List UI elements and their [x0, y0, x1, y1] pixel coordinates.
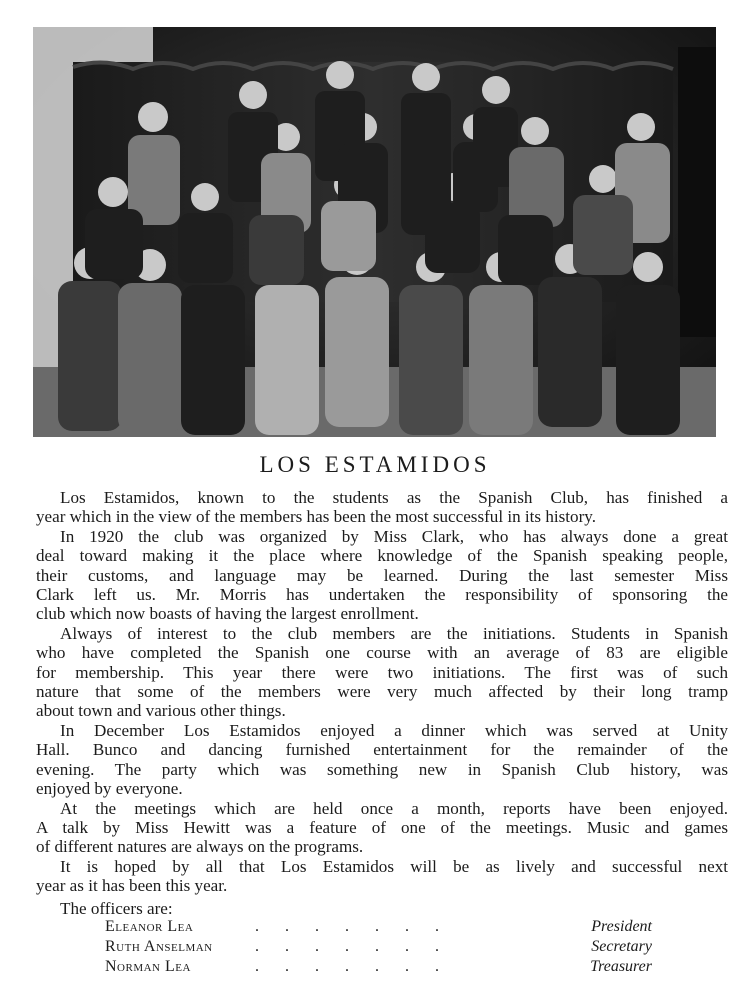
- article-body: [36, 488, 728, 896]
- group-photo: [33, 27, 716, 437]
- officer-role: Treasurer: [590, 958, 652, 975]
- text-line: Clark left us. Mr. Morris has undertaken the responsibility of sponsoring the: [36, 585, 728, 605]
- page-title: LOS ESTAMIDOS: [259, 452, 491, 477]
- text-line: Always of interest to the club members are the initiations. Students in Spanish: [60, 623, 728, 643]
- text-line: about town and various other things.: [36, 701, 286, 721]
- officer-name: Norman Lea: [105, 958, 191, 975]
- dot-leader: .......: [255, 918, 465, 935]
- text-line: their customs, and language may be learned. During the last semester Miss: [36, 565, 728, 585]
- text-line: evening. The party which was something new in Spanish Club history, was: [36, 759, 728, 779]
- text-line: Hall. Bunco and dancing furnished entertainment for the remainder of the: [36, 740, 728, 760]
- text-line: who have completed the Spanish one course with an average of 83 are eligible: [36, 643, 728, 663]
- officers-heading: The officers are:: [60, 899, 173, 918]
- officer-row: [105, 938, 652, 958]
- text-line: In December Los Estamidos enjoyed a dinner which was served at Unity: [60, 720, 728, 740]
- officer-name: Eleanor Lea: [105, 918, 194, 935]
- officer-name: Ruth Anselman: [105, 938, 213, 955]
- text-line: nature that some of the members were very much affected by their long tramp: [36, 682, 728, 702]
- text-line: of different natures are always on the programs.: [36, 837, 364, 857]
- text-line: deal toward making it the place where knowledge of the Spanish speaking people,: [36, 546, 728, 566]
- text-line: At the meetings which are held once a month, reports have been enjoyed.: [60, 798, 728, 818]
- text-line: year as it has been this year.: [36, 876, 228, 896]
- dot-leader: .......: [255, 938, 465, 955]
- text-line: year which in the view of the members has been the most successful in its history.: [36, 507, 597, 527]
- text-line: for membership. This year there were two initiations. The first was of such: [36, 662, 728, 682]
- officer-role: President: [591, 918, 652, 935]
- officer-role: Secretary: [591, 938, 652, 955]
- officer-row: [105, 918, 652, 938]
- text-line: A talk by Miss Hewitt was a feature of one of the meetings. Music and games: [36, 817, 728, 837]
- group-photo-image: [33, 27, 716, 437]
- text-line: club which now boasts of having the largest enrollment.: [36, 604, 419, 624]
- text-line: In 1920 the club was organized by Miss Clark, who has always done a great: [60, 526, 728, 546]
- dot-leader: .......: [255, 958, 465, 975]
- officer-row: [105, 958, 652, 978]
- text-line: enjoyed by everyone.: [36, 779, 183, 799]
- text-line: Los Estamidos, known to the students as the Spanish Club, has finished a: [60, 488, 728, 507]
- text-line: It is hoped by all that Los Estamidos will be as lively and successful next: [60, 856, 728, 876]
